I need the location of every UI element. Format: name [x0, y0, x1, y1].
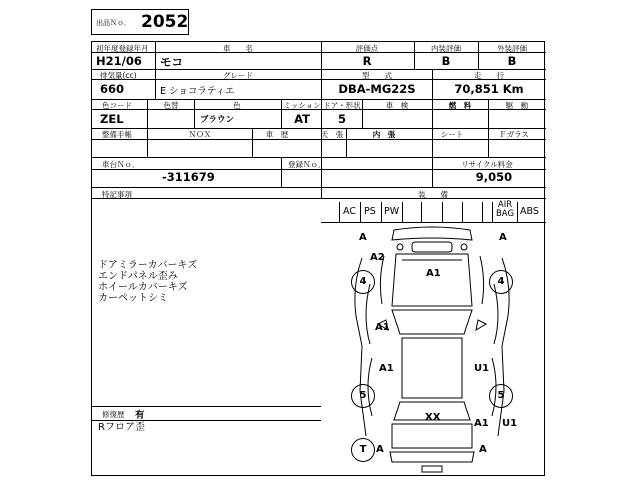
score-value: R — [362, 54, 372, 68]
interior-header: 内装評価 — [431, 44, 461, 53]
color-header: 色 — [233, 101, 241, 110]
score-header: 評価点 — [355, 44, 379, 53]
mark-rear-bumper-right-2: U1 — [502, 418, 518, 429]
remarks-header: 特記事項 — [102, 190, 132, 199]
displacement-header: 排気量(cc) — [100, 71, 137, 80]
lot-number-box — [91, 9, 189, 35]
lot-number-label: 出品Ｎｏ． — [96, 19, 131, 27]
f-glass-header: Ｆガラス — [499, 130, 529, 139]
interior-value: B — [441, 54, 451, 68]
mileage-value: 70,851 Km — [454, 82, 524, 96]
auction-sheet — [91, 41, 545, 476]
fuel-header: 燃 料 — [448, 101, 472, 110]
sunroof-header: 天 張 — [320, 130, 344, 139]
repair-value: 有 — [135, 410, 145, 421]
mark-front-left: A — [359, 232, 367, 243]
mark-fender-left: A2 — [370, 252, 385, 263]
tire-rear-left: 5 — [351, 384, 375, 408]
mark-front-right: A — [499, 232, 507, 243]
first-reg-value: H21/06 — [96, 54, 142, 68]
transmission-header: ミッション — [283, 101, 321, 110]
car-name-value: モコ — [160, 55, 183, 69]
mark-rear-right-corner: A — [479, 444, 487, 455]
color-code-value: ZEL — [100, 112, 124, 126]
equip-abs: ABS — [520, 206, 539, 217]
remark-item: ドアミラーカバーキズ — [98, 260, 198, 271]
doors-header: ドア・形状 — [323, 101, 361, 110]
repair-note: Rフロア歪 — [98, 422, 145, 433]
tire-front-left: 4 — [351, 270, 375, 294]
exterior-value: B — [507, 54, 517, 68]
mark-rear-right: U1 — [474, 363, 490, 374]
mark-door-rear-left: A1 — [379, 363, 394, 374]
spare-tire-marker: T — [351, 438, 375, 462]
displacement-value: 660 — [100, 82, 125, 96]
inspection-header: 車 検 — [385, 101, 409, 110]
mark-rear-left-corner: A — [376, 444, 384, 455]
car-name-header: 車 名 — [223, 44, 253, 53]
doors-value: 5 — [337, 112, 347, 126]
equip-ac: AC — [343, 206, 356, 217]
chassis-header: 車台Ｎｏ． — [102, 160, 140, 169]
seat-header: シート — [440, 130, 464, 139]
grade-value: E ショコラティエ — [160, 86, 235, 97]
equip-pw: PW — [384, 206, 400, 217]
mileage-header: 走 行 — [474, 71, 504, 80]
color-code-header: 色コード — [102, 101, 132, 110]
repair-label: 修復歴 — [102, 410, 125, 419]
drive-header: 駆 動 — [505, 101, 529, 110]
nox-header: ＮＯＸ — [188, 130, 212, 139]
interior-trim-header: 内 張 — [372, 130, 396, 139]
first-reg-header: 初年度登録年月 — [96, 44, 149, 53]
recycle-value: 9,050 — [475, 170, 513, 184]
recycle-header: リサイクル料金 — [461, 160, 513, 169]
equipment-header: 装 備 — [418, 190, 448, 199]
chassis-value: -311679 — [162, 170, 215, 184]
history-header: 車 歴 — [265, 130, 289, 139]
mark-bonnet: A1 — [426, 268, 441, 279]
lot-number: 2052 — [141, 12, 189, 32]
remark-item: カーペットシミ — [98, 293, 168, 304]
reg-no-header: 登録Ｎｏ． — [288, 160, 326, 169]
manual-header: 整備手帳 — [102, 130, 132, 139]
tire-front-right: 4 — [489, 270, 513, 294]
car-outline-diagram — [322, 226, 542, 476]
remark-item: ホイールカバーキズ — [98, 282, 188, 293]
mark-rear-panel: XX — [425, 412, 441, 423]
equip-ps: PS — [364, 206, 376, 217]
remark-item: エンドパネル歪み — [98, 271, 178, 282]
color-change-header: 色替 — [163, 101, 179, 110]
mark-door-front-left: A1 — [375, 322, 390, 333]
grade-header: グレード — [223, 71, 253, 80]
equip-airbag: AIR BAG — [495, 200, 515, 219]
tire-rear-right: 5 — [489, 384, 513, 408]
model-value: DBA-MG22S — [338, 82, 416, 96]
exterior-header: 外装評価 — [497, 44, 527, 53]
mark-rear-bumper-right: A1 — [474, 418, 489, 429]
remarks-list — [98, 260, 318, 304]
transmission-value: AT — [294, 112, 310, 126]
color-value: ブラウン — [200, 115, 235, 125]
car-diagram — [322, 226, 542, 476]
model-header: 型 式 — [362, 71, 392, 80]
